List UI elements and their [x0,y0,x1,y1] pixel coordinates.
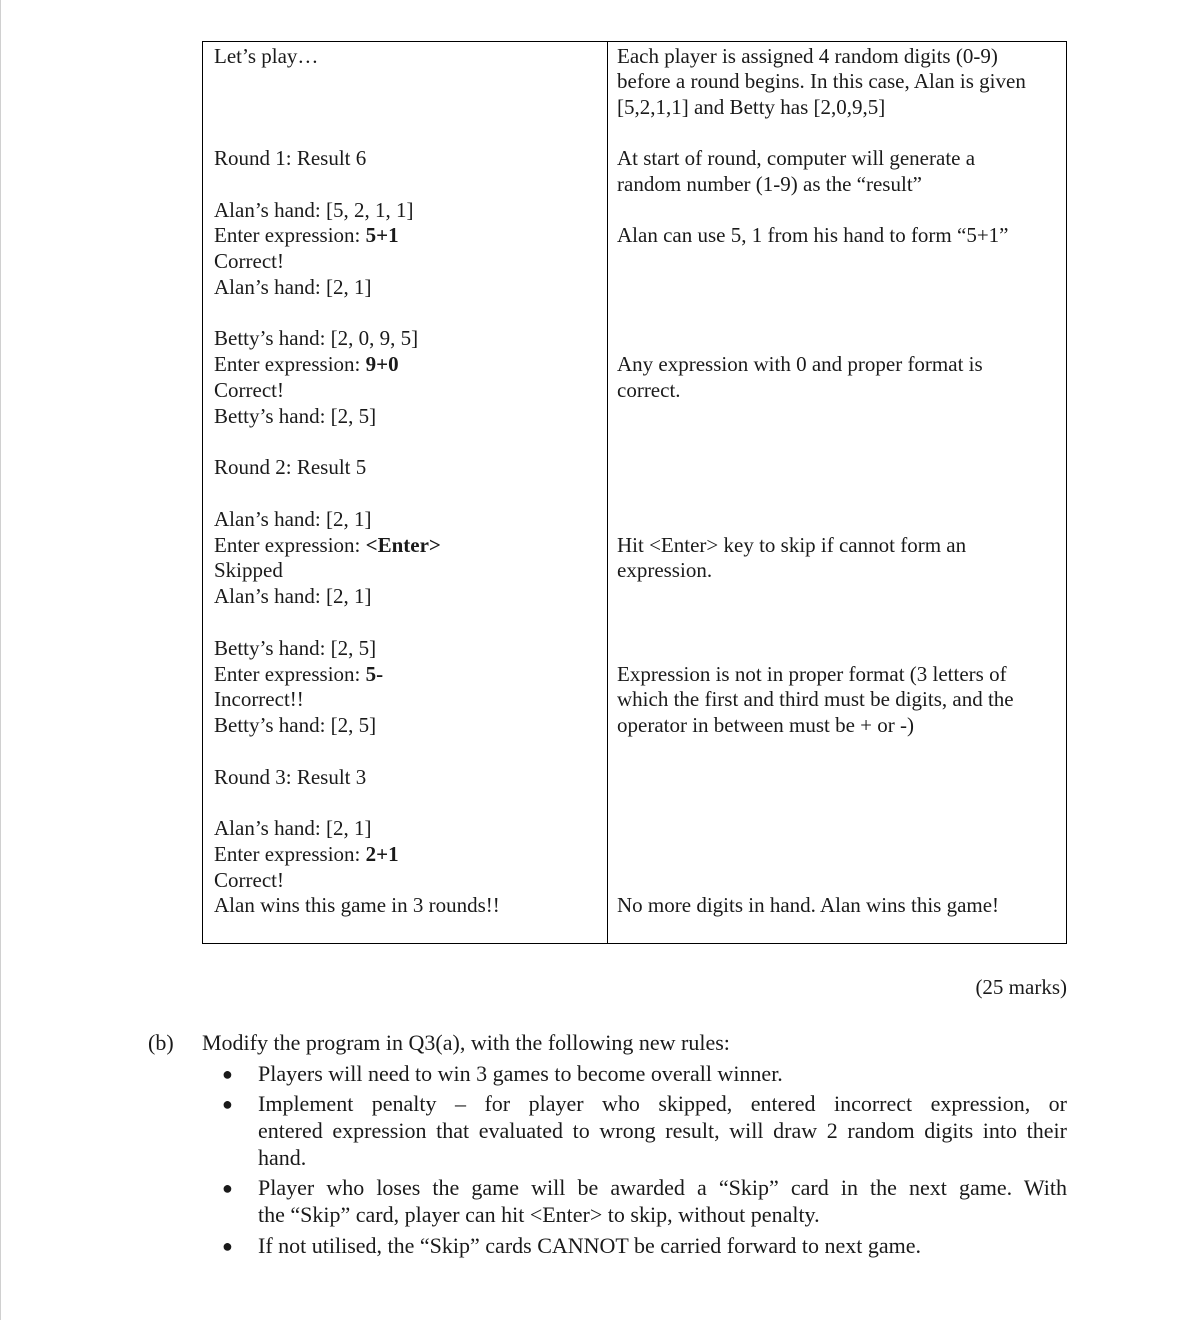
expression-input-value: 5+1 [365,223,399,247]
left-line-alan-hand: Alan’s hand: [5, 2, 1, 1] [214,198,414,222]
right-line: At start of round, computer will generate a [617,146,976,170]
question-b-label: (b) [148,1030,174,1055]
bullet-icon: ● [222,1064,233,1084]
right-line: Any expression with 0 and proper format is [617,352,983,376]
left-line-betty-hand: Betty’s hand: [2, 5] [214,713,377,737]
rule-item: Implement penalty – for player who skipped, entered incorrect expression, or entered expression that evaluated to wrong result, will draw 2 random digits into their hand. [258,1091,1067,1170]
bullet-icon: ● [222,1178,233,1198]
expression-input-value: 2+1 [365,842,399,866]
left-line-round-1: Round 1: Result 6 [214,146,367,170]
left-line-betty-hand: Betty’s hand: [2, 5] [214,636,377,660]
bullet-icon: ● [222,1236,233,1256]
right-line: operator in between must be + or -) [617,713,914,737]
left-line-enter-expression: Enter expression: 9+0 [214,352,399,376]
rule-item: If not utilised, the “Skip” cards CANNOT be carried forward to next game. [258,1233,922,1258]
left-line-winner: Alan wins this game in 3 rounds!! [214,893,500,917]
marks-label: (25 marks) [975,975,1067,999]
left-line-enter-expression: Enter expression: 2+1 [214,842,399,866]
question-b-intro: Modify the program in Q3(a), with the following new rules: [202,1030,730,1055]
left-line-lets-play: Let’s play… [214,44,319,68]
expression-input-value: 9+0 [365,352,399,376]
right-line: random number (1-9) as the “result” [617,172,922,196]
left-line-round-3: Round 3: Result 3 [214,765,367,789]
rule-item: Players will need to win 3 games to become overall winner. [258,1061,783,1086]
right-line: Expression is not in proper format (3 letters of [617,662,1007,686]
right-line: which the first and third must be digits, and the [617,687,1014,711]
left-line-betty-hand: Betty’s hand: [2, 5] [214,404,377,428]
right-line: No more digits in hand. Alan wins this game! [617,893,1000,917]
left-line-betty-hand: Betty’s hand: [2, 0, 9, 5] [214,326,419,350]
rule-item: Player who loses the game will be awarded a “Skip” card in the next game. With the “Skip” card, player can hit <Enter> to skip, without penalty. [258,1175,1067,1227]
left-line-result: Correct! [214,378,284,402]
left-line-enter-expression: Enter expression: 5+1 [214,223,399,247]
page-left-border [0,0,1,1320]
right-line: Each player is assigned 4 random digits (0-9) [617,44,998,68]
expression-input-value: <Enter> [365,533,441,557]
right-line: before a round begins. In this case, Alan is given [617,69,1026,93]
left-line-alan-hand: Alan’s hand: [2, 1] [214,507,372,531]
example-run-table [202,41,1067,944]
left-line-round-2: Round 2: Result 5 [214,455,367,479]
left-line-alan-hand: Alan’s hand: [2, 1] [214,275,372,299]
left-line-enter-expression: Enter expression: 5- [214,662,384,686]
left-line-result: Correct! [214,868,284,892]
table-column-divider [607,42,608,943]
right-line: correct. [617,378,681,402]
right-line: [5,2,1,1] and Betty has [2,0,9,5] [617,95,886,119]
right-line: expression. [617,558,713,582]
right-line: Hit <Enter> key to skip if cannot form an [617,533,967,557]
bullet-icon: ● [222,1094,233,1114]
left-line-alan-hand: Alan’s hand: [2, 1] [214,816,372,840]
left-line-result: Correct! [214,249,284,273]
right-line: Alan can use 5, 1 from his hand to form “5+1” [617,223,1009,247]
left-line-enter-expression: Enter expression: <Enter> [214,533,441,557]
expression-input-value: 5- [365,662,384,686]
left-line-result: Skipped [214,558,283,582]
left-line-result: Incorrect!! [214,687,304,711]
left-line-alan-hand: Alan’s hand: [2, 1] [214,584,372,608]
